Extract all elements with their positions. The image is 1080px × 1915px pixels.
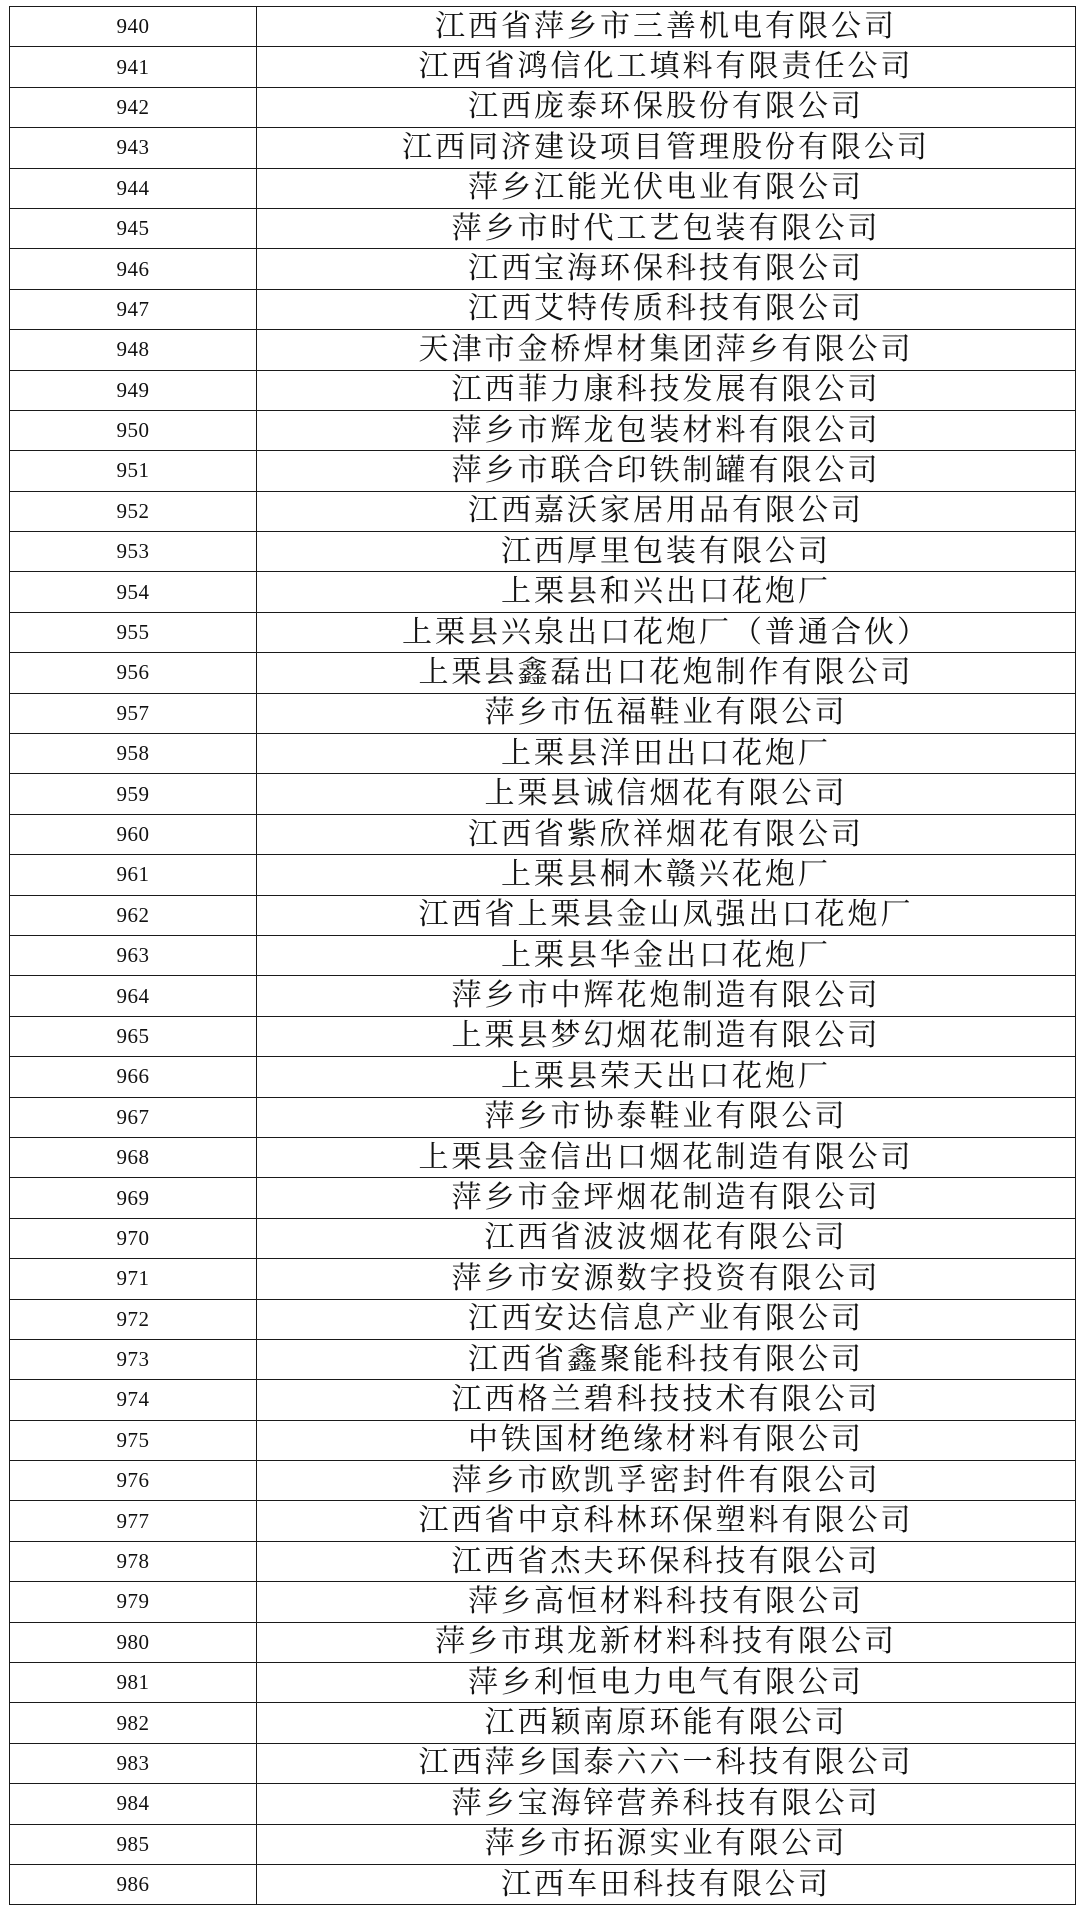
table-row [10, 249, 1076, 289]
table-row [10, 1824, 1076, 1864]
company-name: 萍乡市安源数字投资有限公司 [257, 1259, 1076, 1299]
table-row [10, 653, 1076, 693]
row-number: 954 [10, 572, 257, 612]
row-number: 981 [10, 1663, 257, 1703]
row-number: 960 [10, 814, 257, 854]
company-name: 中铁国材绝缘材料有限公司 [257, 1420, 1076, 1460]
table-row [10, 1703, 1076, 1743]
company-name: 萍乡市琪龙新材料科技有限公司 [257, 1622, 1076, 1662]
row-number: 956 [10, 653, 257, 693]
company-name: 萍乡市协泰鞋业有限公司 [257, 1097, 1076, 1137]
row-number: 969 [10, 1178, 257, 1218]
company-name: 江西省上栗县金山凤强出口花炮厂 [257, 895, 1076, 935]
company-name: 上栗县诚信烟花有限公司 [257, 774, 1076, 814]
row-number: 944 [10, 168, 257, 208]
table-row [10, 1016, 1076, 1056]
row-number: 947 [10, 289, 257, 329]
table-row [10, 1743, 1076, 1783]
table-row [10, 330, 1076, 370]
company-name: 萍乡江能光伏电业有限公司 [257, 168, 1076, 208]
table-row [10, 693, 1076, 733]
row-number: 985 [10, 1824, 257, 1864]
table-row [10, 814, 1076, 854]
table-row [10, 1057, 1076, 1097]
table-row [10, 208, 1076, 248]
row-number: 951 [10, 451, 257, 491]
company-name: 上栗县华金出口花炮厂 [257, 935, 1076, 975]
table-row [10, 47, 1076, 87]
table-row [10, 1218, 1076, 1258]
row-number: 943 [10, 128, 257, 168]
table-row [10, 532, 1076, 572]
row-number: 945 [10, 208, 257, 248]
table-row [10, 1299, 1076, 1339]
company-name: 上栗县荣天出口花炮厂 [257, 1057, 1076, 1097]
table-row [10, 1259, 1076, 1299]
row-number: 967 [10, 1097, 257, 1137]
table-row [10, 168, 1076, 208]
company-name: 萍乡市联合印铁制罐有限公司 [257, 451, 1076, 491]
row-number: 949 [10, 370, 257, 410]
table-row [10, 1339, 1076, 1379]
row-number: 953 [10, 532, 257, 572]
row-number: 966 [10, 1057, 257, 1097]
row-number: 979 [10, 1582, 257, 1622]
row-number: 965 [10, 1016, 257, 1056]
company-name: 江西省萍乡市三善机电有限公司 [257, 7, 1076, 47]
company-name: 江西宝海环保科技有限公司 [257, 249, 1076, 289]
company-name: 江西车田科技有限公司 [257, 1864, 1076, 1904]
row-number: 976 [10, 1461, 257, 1501]
company-name: 萍乡宝海锌营养科技有限公司 [257, 1784, 1076, 1824]
table-row [10, 1097, 1076, 1137]
table-row [10, 1784, 1076, 1824]
table-row [10, 734, 1076, 774]
table-row [10, 1582, 1076, 1622]
row-number: 940 [10, 7, 257, 47]
table-row [10, 1501, 1076, 1541]
row-number: 978 [10, 1541, 257, 1581]
table-row [10, 1461, 1076, 1501]
row-number: 977 [10, 1501, 257, 1541]
table-row [10, 935, 1076, 975]
row-number: 982 [10, 1703, 257, 1743]
company-name: 江西颖南原环能有限公司 [257, 1703, 1076, 1743]
company-name: 萍乡市时代工艺包装有限公司 [257, 208, 1076, 248]
company-name: 上栗县鑫磊出口花炮制作有限公司 [257, 653, 1076, 693]
company-name: 上栗县梦幻烟花制造有限公司 [257, 1016, 1076, 1056]
table-row [10, 128, 1076, 168]
company-name: 萍乡市中辉花炮制造有限公司 [257, 976, 1076, 1016]
company-name: 江西省杰夫环保科技有限公司 [257, 1541, 1076, 1581]
company-name: 江西安达信息产业有限公司 [257, 1299, 1076, 1339]
row-number: 980 [10, 1622, 257, 1662]
company-list-table [9, 6, 1076, 1905]
row-number: 961 [10, 855, 257, 895]
table-row [10, 1864, 1076, 1904]
row-number: 970 [10, 1218, 257, 1258]
row-number: 948 [10, 330, 257, 370]
row-number: 955 [10, 612, 257, 652]
company-name: 上栗县金信出口烟花制造有限公司 [257, 1137, 1076, 1177]
company-name: 萍乡市伍福鞋业有限公司 [257, 693, 1076, 733]
row-number: 971 [10, 1259, 257, 1299]
table-row [10, 1541, 1076, 1581]
company-name: 江西省紫欣祥烟花有限公司 [257, 814, 1076, 854]
row-number: 963 [10, 935, 257, 975]
company-name: 萍乡高恒材料科技有限公司 [257, 1582, 1076, 1622]
company-name: 江西省鑫聚能科技有限公司 [257, 1339, 1076, 1379]
company-name: 上栗县桐木赣兴花炮厂 [257, 855, 1076, 895]
company-name: 天津市金桥焊材集团萍乡有限公司 [257, 330, 1076, 370]
company-name: 江西厚里包装有限公司 [257, 532, 1076, 572]
row-number: 973 [10, 1339, 257, 1379]
company-name: 上栗县洋田出口花炮厂 [257, 734, 1076, 774]
row-number: 959 [10, 774, 257, 814]
table-row [10, 410, 1076, 450]
company-name: 江西艾特传质科技有限公司 [257, 289, 1076, 329]
company-name: 江西庞泰环保股份有限公司 [257, 87, 1076, 127]
row-number: 964 [10, 976, 257, 1016]
company-name: 江西萍乡国泰六六一科技有限公司 [257, 1743, 1076, 1783]
row-number: 946 [10, 249, 257, 289]
table-row [10, 491, 1076, 531]
company-name: 萍乡市金坪烟花制造有限公司 [257, 1178, 1076, 1218]
row-number: 941 [10, 47, 257, 87]
row-number: 972 [10, 1299, 257, 1339]
company-name: 上栗县和兴出口花炮厂 [257, 572, 1076, 612]
row-number: 975 [10, 1420, 257, 1460]
table-row [10, 451, 1076, 491]
company-name: 江西嘉沃家居用品有限公司 [257, 491, 1076, 531]
table-row [10, 976, 1076, 1016]
row-number: 984 [10, 1784, 257, 1824]
row-number: 958 [10, 734, 257, 774]
row-number: 968 [10, 1137, 257, 1177]
table-row [10, 7, 1076, 47]
company-name: 江西同济建设项目管理股份有限公司 [257, 128, 1076, 168]
company-name: 江西省鸿信化工填料有限责任公司 [257, 47, 1076, 87]
company-name: 萍乡市欧凯孚密封件有限公司 [257, 1461, 1076, 1501]
company-name: 江西省波波烟花有限公司 [257, 1218, 1076, 1258]
company-name: 江西格兰碧科技技术有限公司 [257, 1380, 1076, 1420]
table-row [10, 612, 1076, 652]
company-name: 萍乡利恒电力电气有限公司 [257, 1663, 1076, 1703]
company-name: 江西菲力康科技发展有限公司 [257, 370, 1076, 410]
table-row [10, 1663, 1076, 1703]
table-row [10, 1178, 1076, 1218]
row-number: 962 [10, 895, 257, 935]
company-name: 江西省中京科林环保塑料有限公司 [257, 1501, 1076, 1541]
company-list-body [10, 7, 1076, 1905]
table-row [10, 1137, 1076, 1177]
table-row [10, 289, 1076, 329]
row-number: 983 [10, 1743, 257, 1783]
table-row [10, 895, 1076, 935]
table-row [10, 572, 1076, 612]
company-name: 萍乡市拓源实业有限公司 [257, 1824, 1076, 1864]
row-number: 952 [10, 491, 257, 531]
table-row [10, 87, 1076, 127]
company-name: 上栗县兴泉出口花炮厂（普通合伙） [257, 612, 1076, 652]
row-number: 957 [10, 693, 257, 733]
table-row [10, 1380, 1076, 1420]
company-name: 萍乡市辉龙包装材料有限公司 [257, 410, 1076, 450]
table-row [10, 774, 1076, 814]
table-row [10, 855, 1076, 895]
table-row [10, 1420, 1076, 1460]
row-number: 942 [10, 87, 257, 127]
row-number: 950 [10, 410, 257, 450]
table-row [10, 370, 1076, 410]
row-number: 974 [10, 1380, 257, 1420]
row-number: 986 [10, 1864, 257, 1904]
table-row [10, 1622, 1076, 1662]
